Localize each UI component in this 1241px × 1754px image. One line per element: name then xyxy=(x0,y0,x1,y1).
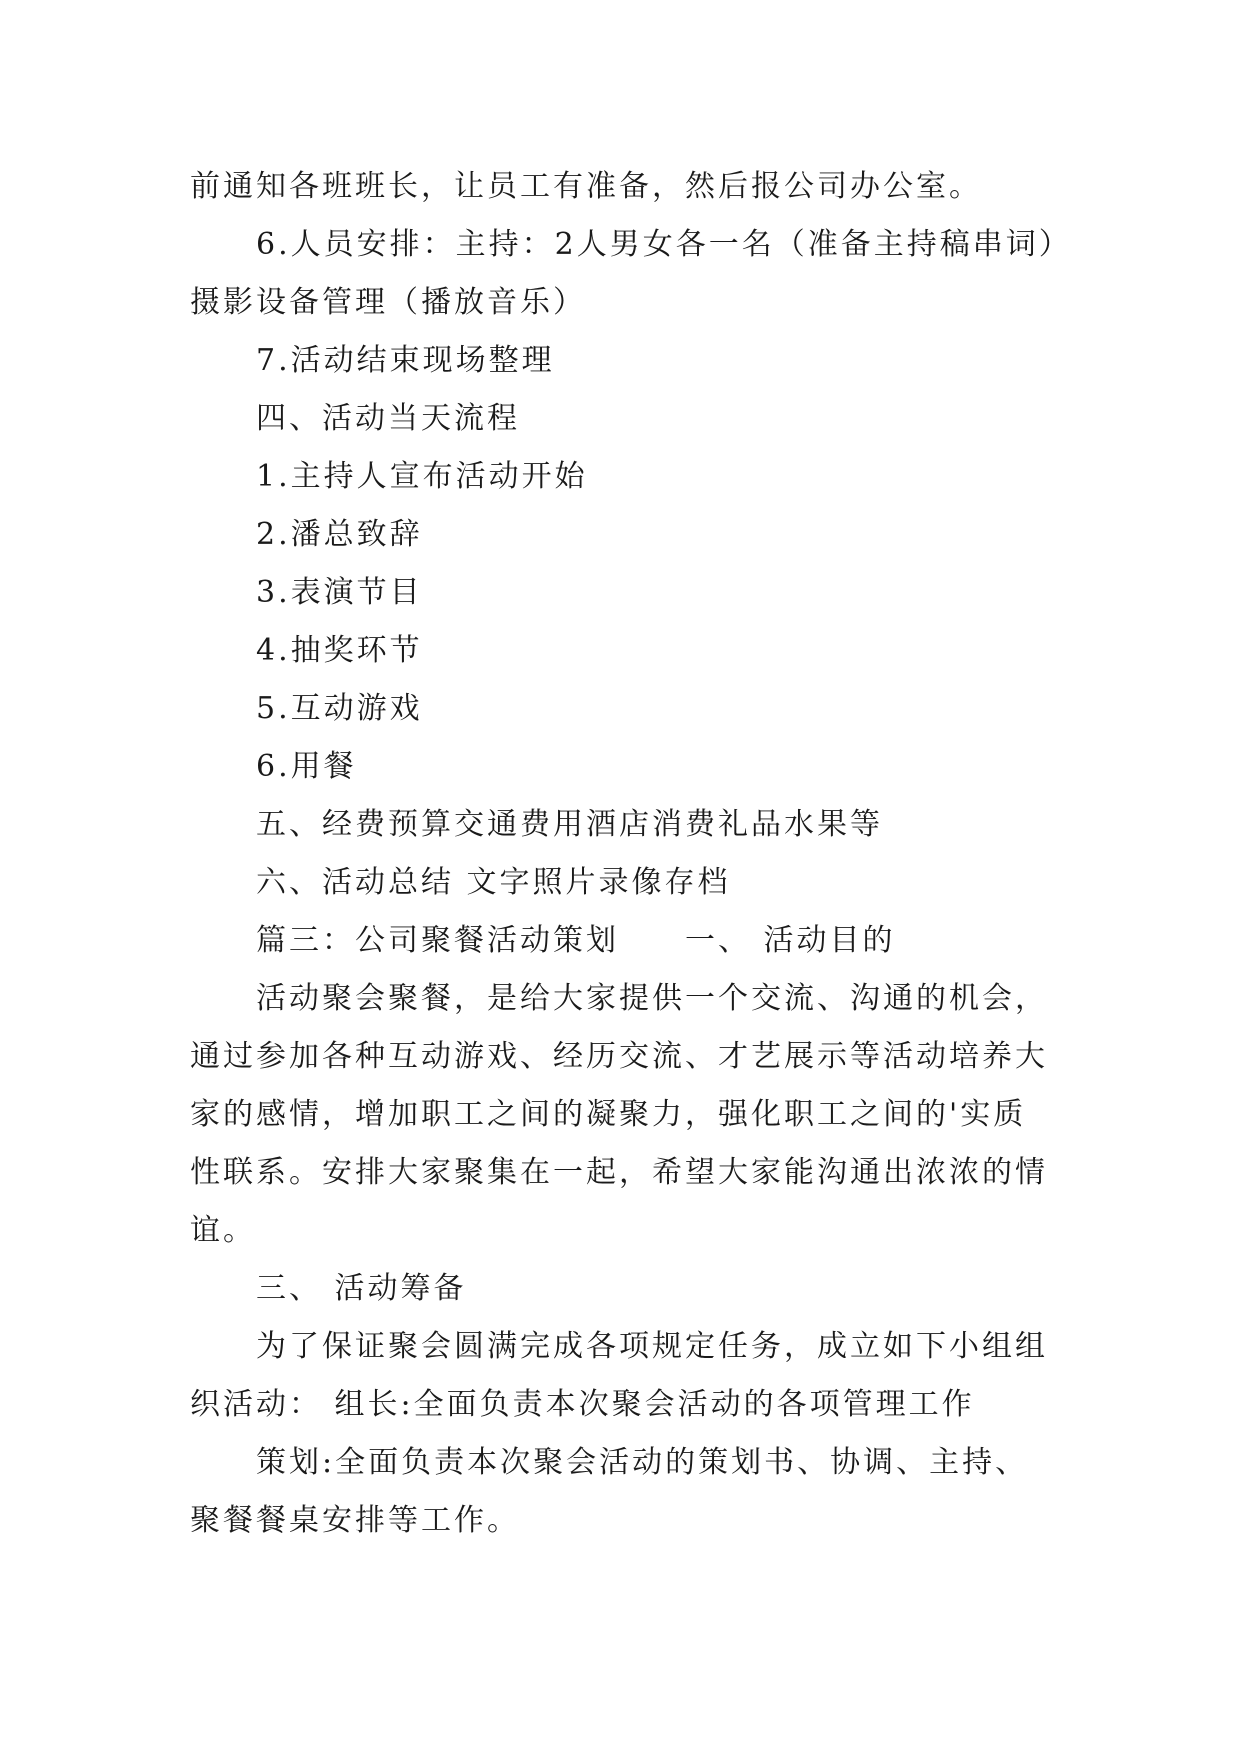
section-heading: 四、活动当天流程 xyxy=(256,401,520,436)
text-line: 7.活动结束现场整理 xyxy=(256,343,555,378)
text-line: 通过参加各种互动游戏、经历交流、才艺展示等活动培养大 xyxy=(190,1039,1048,1074)
list-item: 1.主持人宣布活动开始 xyxy=(256,459,588,494)
list-item: 6.用餐 xyxy=(256,749,357,784)
list-item: 2.潘总致辞 xyxy=(256,517,423,552)
text-line: 性联系。安排大家聚集在一起，希望大家能沟通出浓浓的情 xyxy=(190,1155,1048,1190)
text-line: 家的感情，增加职工之间的凝聚力，强化职工之间的'实质 xyxy=(190,1097,1027,1132)
list-item: 3.表演节目 xyxy=(256,575,423,610)
text-line: 为了保证聚会圆满完成各项规定任务，成立如下小组组 xyxy=(256,1329,1048,1364)
text-line: 聚餐餐桌安排等工作。 xyxy=(190,1503,520,1538)
section-heading: 三、 活动筹备 xyxy=(256,1271,467,1306)
text-line: 织活动： 组长:全面负责本次聚会活动的各项管理工作 xyxy=(190,1387,975,1422)
text-line: 策划:全面负责本次聚会活动的策划书、协调、主持、 xyxy=(256,1445,1029,1480)
section-heading: 五、经费预算交通费用酒店消费礼品水果等 xyxy=(256,807,883,842)
text-line: 前通知各班班长，让员工有准备，然后报公司办公室。 xyxy=(190,169,982,204)
document-body xyxy=(190,158,1090,1550)
list-item: 5.互动游戏 xyxy=(256,691,423,726)
text-line: 谊。 xyxy=(190,1213,256,1248)
text-line: 摄影设备管理（播放音乐） xyxy=(190,285,586,320)
text-line: 6.人员安排：主持：2人男女各一名（准备主持稿串词） xyxy=(256,227,1072,262)
section-heading: 篇三：公司聚餐活动策划 一、 活动目的 xyxy=(256,923,896,958)
list-item: 4.抽奖环节 xyxy=(256,633,423,668)
text-line: 活动聚会聚餐，是给大家提供一个交流、沟通的机会， xyxy=(256,981,1048,1016)
section-heading: 六、活动总结 文字照片录像存档 xyxy=(256,865,731,900)
